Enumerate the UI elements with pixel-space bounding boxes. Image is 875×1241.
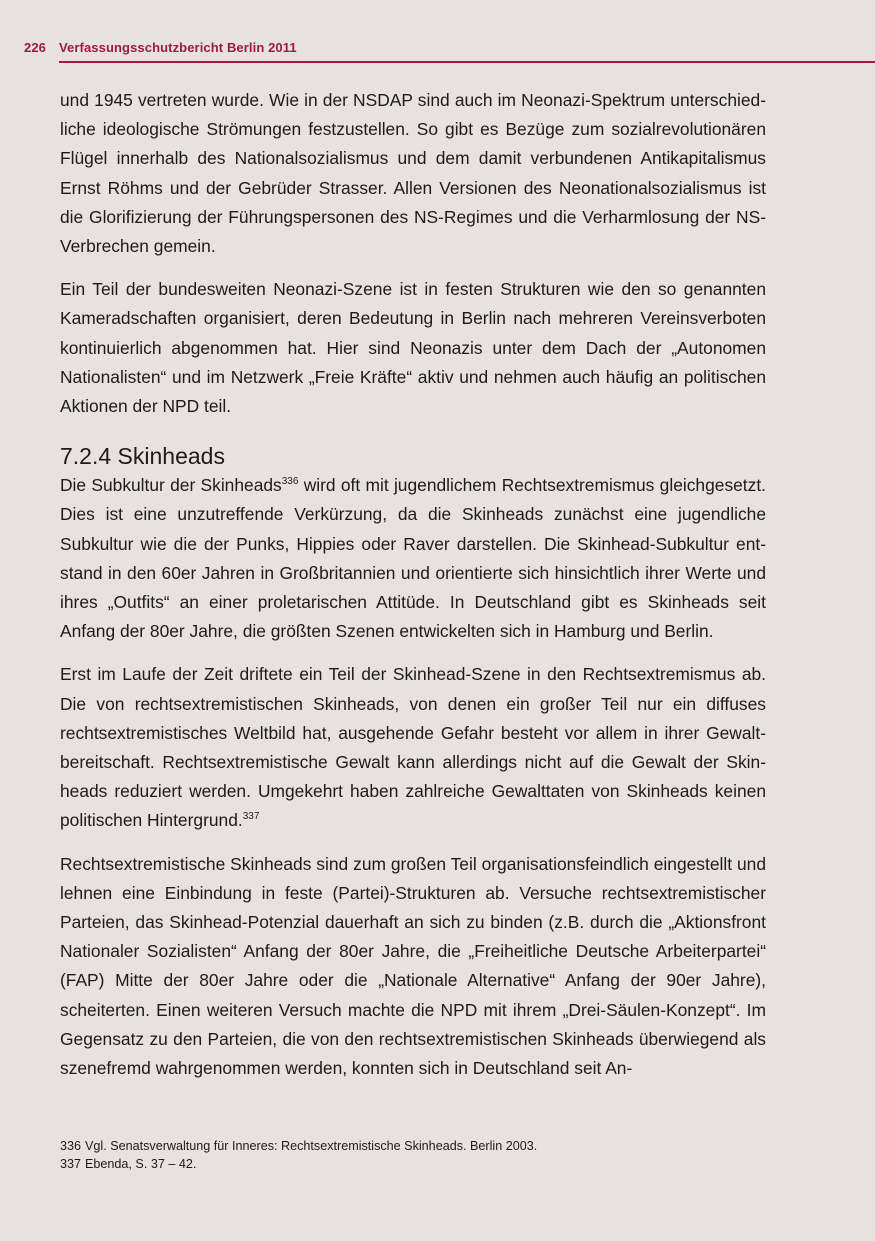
footnote-text: Ebenda, S. 37 – 42. [85,1157,197,1171]
header-rule [59,61,875,63]
footnotes [60,1137,537,1173]
paragraph [60,471,766,646]
section-heading: 7.2.4 Skinheads [60,443,225,470]
paragraph-text: Erst im Laufe der Zeit driftete ein Teil der Skinhead-Szene in den Rechtsextremismus ab. Die von rechtsextremistischen Skinheads, von denen ein großer Teil nur ein diffuses rechtsextremistisches Weltbild hat, ausgehende Gefahr besteht vor allem in ihrer Gewaltbereitschaft. Rechtsextremistische Gewalt kann allerdings nicht auf die Gewalt der Skinheads reduziert werden. Umgekehrt haben zahlreiche Gewalttaten von Skinheads keinen politischen Hintergrund. [60,664,766,831]
footnote-number: 336 [60,1139,82,1153]
page-number: 226 [24,40,46,55]
footnote [60,1155,537,1173]
footnote-reference[interactable]: 336 [281,476,299,488]
footnote-text: Vgl. Senatsverwaltung für Inneres: Rechtsextremistische Skinheads. Berlin 2003. [85,1139,538,1153]
paragraph-text: wird oft mit jugendlichem Rechtsextremismus gleichgesetzt. Dies ist eine unzutreffende Verkürzung, da die Skinheads zunächst eine jugendliche Subkultur wie die der Punks, Hippies oder Raver darstellen. Die Skinhead-Subkultur entstand in den 60er Jahren in Großbritannien und orientierte sich hinsichtlich ihrer Werte und ihres „Outfits“ an einer proletarischen Attitüde. In Deutschland gibt es Skinheads seit Anfang der 80er Jahre, die größten Szenen entwickelten sich in Hamburg und Berlin. [60,475,766,642]
footnote-reference[interactable]: 337 [242,811,260,823]
document-title: Verfassungsschutzbericht Berlin 2011 [59,40,297,55]
paragraph: Rechtsextremistische Skinheads sind zum großen Teil organisationsfeindlich eingestellt und lehnen eine Einbindung in feste (Partei)-Strukturen ab. Versuche rechtsextremistischer Parteien, das Skinhead-Potenzial dauerhaft an sich zu binden (z.B. durch die „Aktionsfront Nationaler Sozialisten“ Anfang der 80er Jahre, die „Freiheitliche Deutsche Arbeiterpartei“ (FAP) Mitte der 80er Jahre oder die „Nationale Alternative“ Anfang der 90er Jahre), scheiterten. Einen weiteren Versuch machte die NPD mit ihrem „Drei-Säulen-Konzept“. Im Gegensatz zu den Parteien, die von den rechtsextremistischen Skinheads überwiegend als szenefremd wahrgenommen werden, konnten sich in Deutschland seit An- [60,853,766,1079]
footnote [60,1137,537,1155]
paragraph: Ein Teil der bundesweiten Neonazi-Szene ist in festen Strukturen wie den so genannten Kameradschaften organisiert, deren Bedeutung in Berlin nach mehreren Vereinsverboten kontinuierlich abgenommen hat. Hier sind Neonazis unter dem Dach der „Autonomen Nationalisten“ und im Netzwerk „Freie Kräfte“ aktiv und nehmen auch häufig an politischen Aktionen der NPD teil. [60,279,766,417]
paragraph [60,660,766,835]
running-head [24,40,297,55]
paragraph: und 1945 vertreten wurde. Wie in der NSDAP sind auch im Neonazi-Spektrum unterschiedliche ideologische Strömungen festzustellen. So gibt es Bezüge zum sozialrevolutionären Flügel innerhalb des Nationalsozialismus und dem damit verbundenen Antikapitalismus Ernst Röhms und der Gebrüder Strasser. Allen Versionen des Neonationalsozialismus ist die Glorifizierung der Führungspersonen des NS-Regimes und die Verharmlosung der NS-Verbrechen gemein. [60,90,766,257]
footnote-number: 337 [60,1157,82,1171]
main-text [60,86,766,1097]
paragraph-text: Die Subkultur der Skinheads [60,475,282,496]
